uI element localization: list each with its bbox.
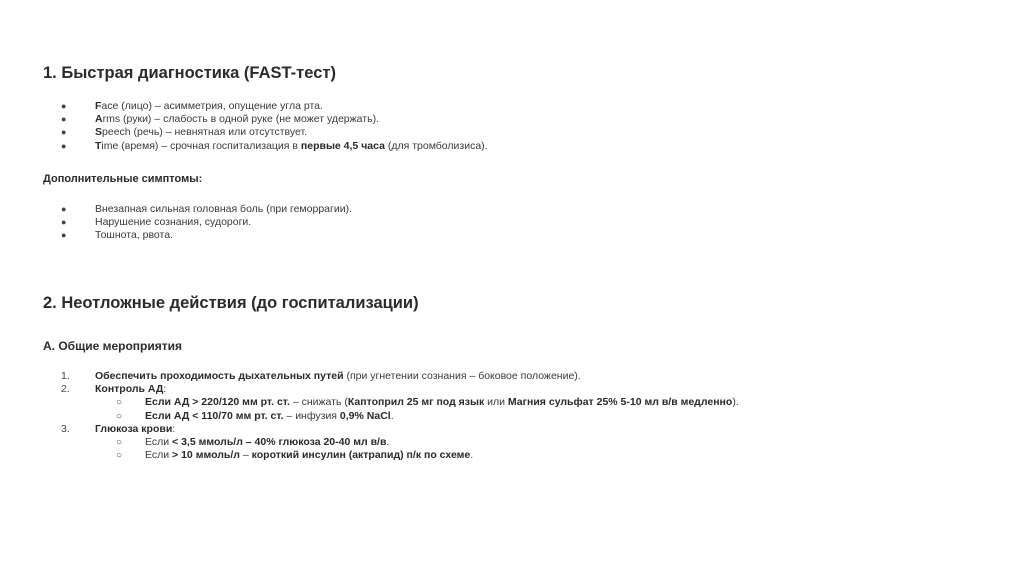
extra-symptoms-title: Дополнительные симптомы: [43, 173, 203, 185]
item-number: 3. [61, 422, 70, 435]
item-number: 1. [61, 370, 70, 382]
item-number: 2. [61, 383, 70, 396]
bullet-marker: ● [61, 127, 67, 138]
general-measures-title: А. Общие мероприятия [43, 339, 183, 353]
bullet-marker: ● [61, 217, 67, 228]
circle-bullet-marker: ○ [116, 397, 123, 409]
document-page: 1. Быстрая диагностика (FAST-тест) ● Face (лицо) – асимметрия, опущение угла рта. ● Arms (руки) – слабость в одной руке (не может удержать). ● Speech (речь) – невнятная или отсутствует. ● Time (время) – срочная госпитализация в первые 4,5 часа (для тромболизиса). Дополнительные симптомы: ● Внезапная сильная головная боль (при геморрагии). ● Нарушение сознания, судороги. ● Тошнота, рвота. 2. Неотложные действия (до госпитализации) А. Общие мероприятия 1. Обеспечить проходимость дыхательных путей (при угнетении сознания – боковое положение). 2. Контроль АД: ○ Если АД > 220/120 мм рт. ст. – снижать (Каптоприл 25 мг под язык или Магния сульфат 25% 5-10 мл в/в медленно). ○ Если АД < 110/70 мм рт. ст. – инфузия 0,9% NaCl. 3. Глюкоза крови: ○ Если < 3,5 ммоль/л – 40% глюкоза 20-40 мл в/в. ○ Если > 10 ммоль/л – короткий инсулин (актрапид) п/к по схеме. [43, 64, 739, 462]
bullet-marker: ● [61, 230, 67, 241]
bullet-marker: ● [61, 114, 67, 125]
bullet-marker: ● [61, 140, 67, 151]
circle-bullet-marker: ○ [116, 410, 123, 422]
fast-letter: F [95, 100, 102, 112]
section-2-title: 2. Неотложные действия (до госпитализации) [43, 294, 419, 312]
bullet-marker: ● [61, 101, 67, 111]
circle-bullet-marker: ○ [116, 436, 123, 448]
bullet-marker: ● [61, 204, 67, 214]
circle-bullet-marker: ○ [116, 450, 123, 462]
fast-letter: T [95, 139, 102, 152]
section-1-title: 1. Быстрая диагностика (FAST-тест) [43, 64, 336, 82]
fast-letter: A [95, 113, 103, 126]
fast-letter: S [95, 126, 103, 139]
